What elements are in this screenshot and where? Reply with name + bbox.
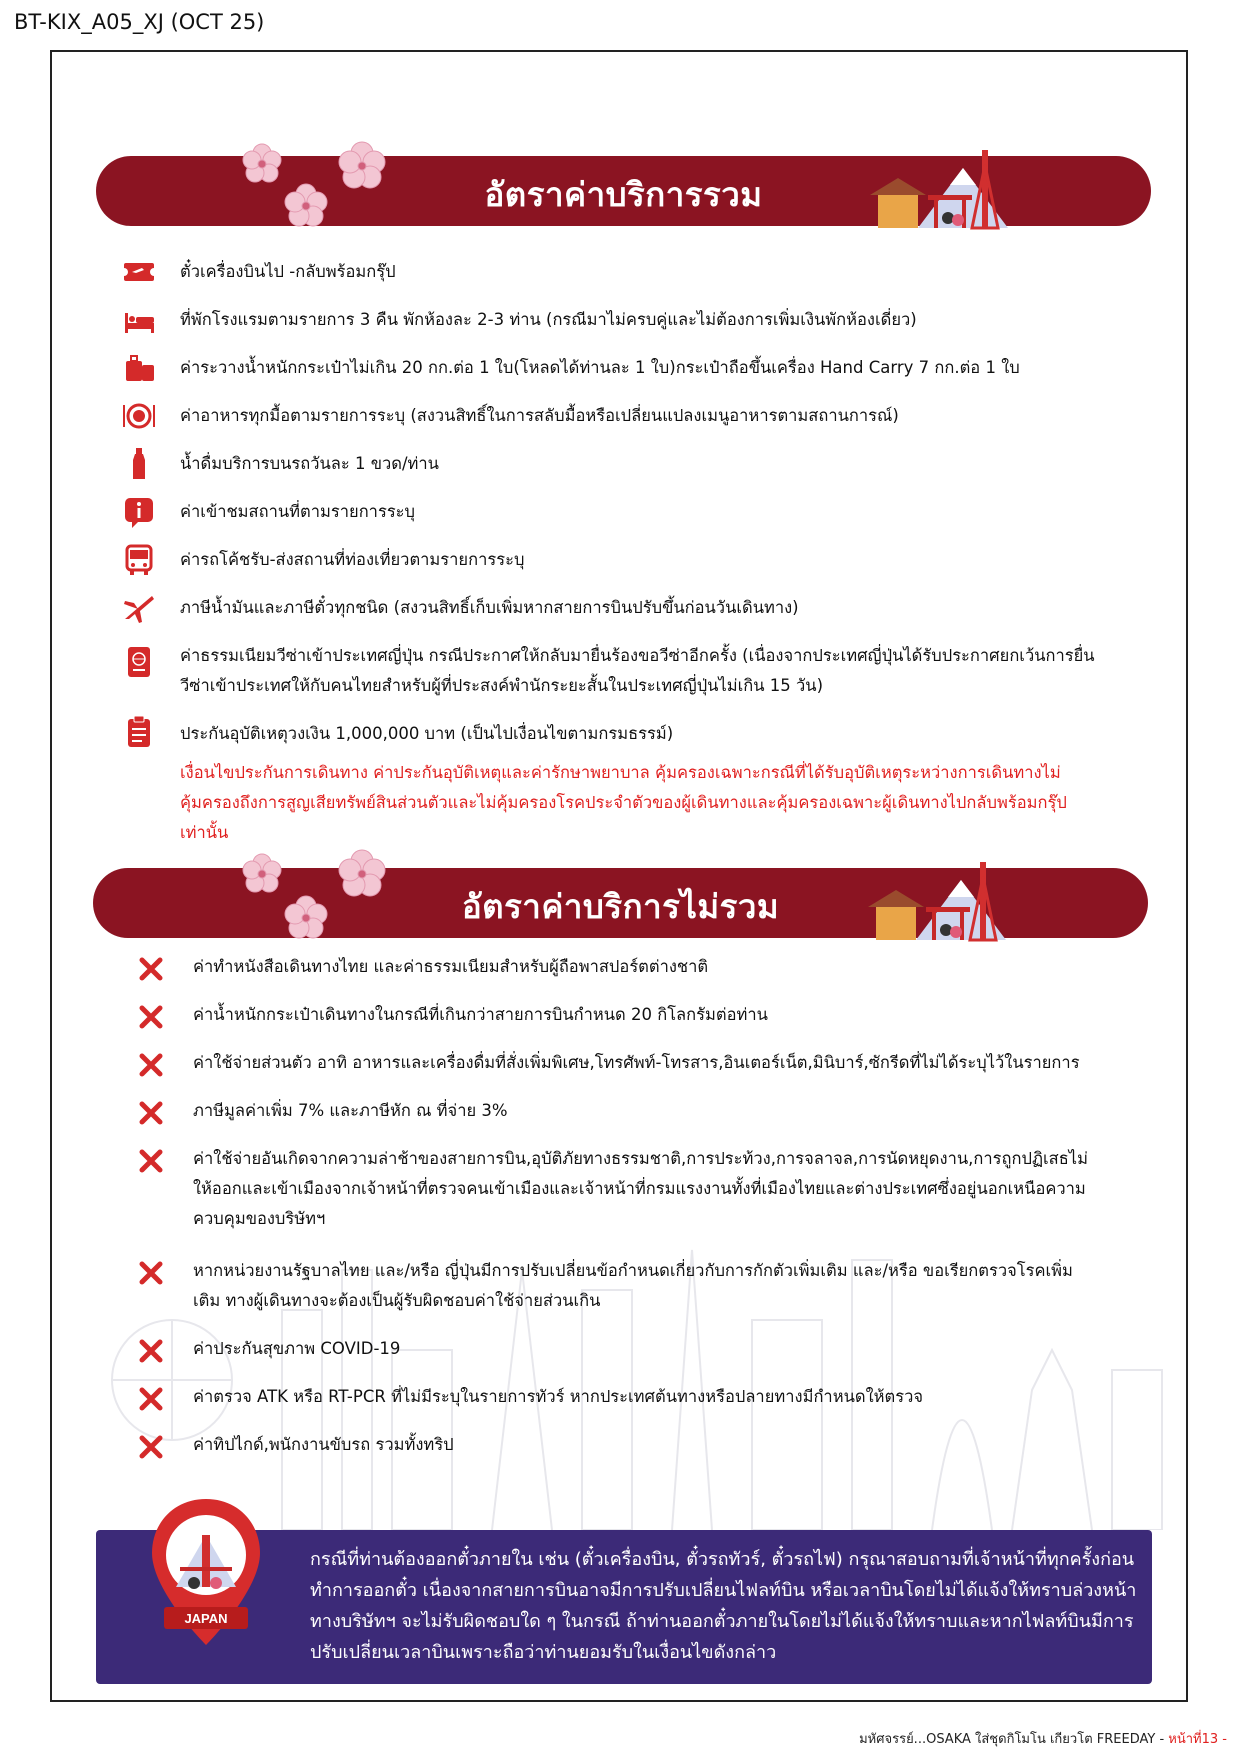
bus-icon [122,543,156,577]
excluded-item: หากหน่วยงานรัฐบาลไทย และ/หรือ ญี่ปุ่นมีการปรับเปลี่ยนข้อกำหนดเกี่ยวกับการกักตัวเพิ่มเติม และ/หรือ ขอเรียกตรวจโรคเพิ่มเติม ทางผู้เดินทางจะต้องเป็นผู้รับผิดชอบค่าใช้จ่ายส่วนเกิน [193,1261,1073,1310]
japan-badge-label: JAPAN [184,1611,228,1626]
excluded-title: อัตราค่าบริการไม่รวม [461,887,780,926]
document-code: BT-KIX_A05_XJ (OCT 25) [14,10,265,34]
cherry-blossom-icon [240,140,400,230]
cross-icon [138,1338,164,1364]
japan-landmarks-illustration [868,140,1028,230]
footer-notice-text: กรณีที่ท่านต้องออกตั๋วภายใน เช่น (ตั๋วเครื่องบิน, ตั๋วรถทัวร์, ตั๋วรถไฟ) กรุณาสอบถามที่เจ้าหน้าที่ทุกครั้งก่อนทำการออกตั๋ว เนื่องจากสายการบินอาจมีการปรับเปลี่ยนไฟลท์บิน หรือเวลาบินโดยไม่ได้แจ้งให้ทราบล่วงหน้า ทางบริษัทฯ จะไม่รับผิดชอบใด ๆ ในกรณี ถ้าท่านออกตั๋วภายในโดยไม่ได้แจ้งให้ทราบและหากไฟลท์บินมีการปรับเปลี่ยนเวลาบินเพราะถือว่าท่านยอมรับในเงื่อนไขดังกล่าว [310,1549,1137,1663]
cross-icon [138,1004,164,1030]
excluded-item: ภาษีมูลค่าเพิ่ม 7% และภาษีหัก ณ ที่จ่าย 3% [193,1101,508,1120]
cross-icon [138,1260,164,1286]
included-item: ภาษีน้ำมันและภาษีตั๋วทุกชนิด (สงวนสิทธิ์เก็บเพิ่มหากสายการบินปรับขึ้นก่อนวันเดินทาง) [180,598,799,617]
cross-icon [138,1052,164,1078]
clipboard-icon [122,715,156,749]
excluded-item: ค่าใช้จ่ายส่วนตัว อาทิ อาหารและเครื่องดื่มที่สั่งเพิ่มพิเศษ,โทรศัพท์-โทรสาร,อินเตอร์เน็ต,มินิบาร์,ซักรีดที่ไม่ได้ระบุไว้ในรายการ [193,1053,1080,1072]
cross-icon [138,1100,164,1126]
included-item: ค่าระวางน้ำหนักกระเป๋าไม่เกิน 20 กก.ต่อ 1 ใบ(โหลดได้ท่านละ 1 ใบ)กระเป๋าถือขึ้นเครื่อง Hand Carry 7 กก.ต่อ 1 ใบ [180,358,1020,377]
cross-icon [138,956,164,982]
included-item: ค่าธรรมเนียมวีซ่าเข้าประเทศญี่ปุ่น กรณีประกาศให้กลับมายื่นร้องขอวีซ่าอีกครั้ง (เนื่องจากประเทศญี่ปุ่นได้รับประกาศยกเว้นการยื่นวีซ่าเข้าประเทศให้กับคนไทยสำหรับผู้ที่ประสงค์พำนักระยะสั้นในประเทศญี่ปุ่นไม่เกิน 15 วัน) [180,646,1095,695]
airplane-icon [122,591,156,625]
cherry-blossom-icon [240,848,400,943]
passport-icon [122,645,156,679]
included-item: ค่าเข้าชมสถานที่ตามรายการระบุ [180,502,416,521]
luggage-icon [122,351,156,385]
ticket-icon [122,255,156,289]
included-item: ค่าอาหารทุกมื้อตามรายการระบุ (สงวนสิทธิ์ในการสลับมื้อหรือเปลี่ยนแปลงเมนูอาหารตามสถานการณ์) [180,406,899,425]
excluded-item: ค่าทิปไกด์,พนักงานขับรถ รวมทั้งทริป [193,1435,454,1454]
included-item: น้ำดื่มบริการบนรถวันละ 1 ขวด/ท่าน [180,454,439,473]
bed-icon [122,303,156,337]
info-icon [122,495,156,529]
page-number: หน้าที่13 [1168,1732,1219,1747]
water-bottle-icon [122,447,156,481]
excluded-item: ค่าน้ำหนักกระเป๋าเดินทางในกรณีที่เกินกว่าสายการบินกำหนด 20 กิโลกรัมต่อท่าน [193,1005,768,1024]
included-item: ประกันอุบัติเหตุวงเงิน 1,000,000 บาท (เป็นไปเงื่อนไขตามกรมธรรม์) [180,724,674,743]
page-number-suffix: - [1218,1732,1227,1747]
japan-badge-illustration [146,1495,266,1655]
insurance-note: เงื่อนไขประกันการเดินทาง ค่าประกันอุบัติเหตุและค่ารักษาพยาบาล คุ้มครองเฉพาะกรณีที่ได้รับอุบัติเหตุระหว่างการเดินทางไม่คุ้มครองถึงการสูญเสียทรัพย์สินส่วนตัวและไม่คุ้มครองโรคประจำตัวของผู้เดินทางและคุ้มครองเฉพาะผู้เดินทางไปกลับพร้อมกรุ๊ปเท่านั้น [180,763,1067,842]
excluded-item: ค่าใช้จ่ายอันเกิดจากความล่าช้าของสายการบิน,อุบัติภัยทางธรรมชาติ,การประท้วง,การจลาจล,การนัดหยุดงาน,การถูกปฏิเสธไม่ให้ออกและเข้าเมืองจากเจ้าหน้าที่ตรวจคนเข้าเมืองและเจ้าหน้าที่กรมแรงงานทั้งที่เมืองไทยและต่างประเทศซึ่งอยู่นอกเหนือความควบคุมของบริษัทฯ [193,1149,1088,1228]
included-item: ค่ารถโค้ชรับ-ส่งสถานที่ท่องเที่ยวตามรายการระบุ [180,550,525,569]
page-footer [859,1728,1227,1749]
cross-icon [138,1434,164,1460]
included-item: ที่พักโรงแรมตามรายการ 3 คืน พักห้องละ 2-3 ท่าน (กรณีมาไม่ครบคู่และไม่ต้องการเพิ่มเงินพักห้องเดี่ยว) [180,310,917,329]
excluded-item: ค่าประกันสุขภาพ COVID-19 [193,1339,401,1358]
excluded-item: ค่าตรวจ ATK หรือ RT-PCR ที่ไม่มีระบุในรายการทัวร์ หากประเทศต้นทางหรือปลายทางมีกำหนดให้ตรวจ [193,1387,924,1406]
japan-landmarks-illustration [866,852,1026,942]
excluded-item: ค่าทำหนังสือเดินทางไทย และค่าธรรมเนียมสำหรับผู้ถือพาสปอร์ตต่างชาติ [193,957,709,976]
meal-icon [122,399,156,433]
included-item: ตั๋วเครื่องบินไป -กลับพร้อมกรุ๊ป [180,262,396,281]
included-title: อัตราค่าบริการรวม [484,175,763,214]
cross-icon [138,1148,164,1174]
cross-icon [138,1386,164,1412]
footer-program-title: มหัศจรรย์...OSAKA ใส่ชุดกิโมโน เกียวโต FREEDAY - [859,1732,1169,1747]
